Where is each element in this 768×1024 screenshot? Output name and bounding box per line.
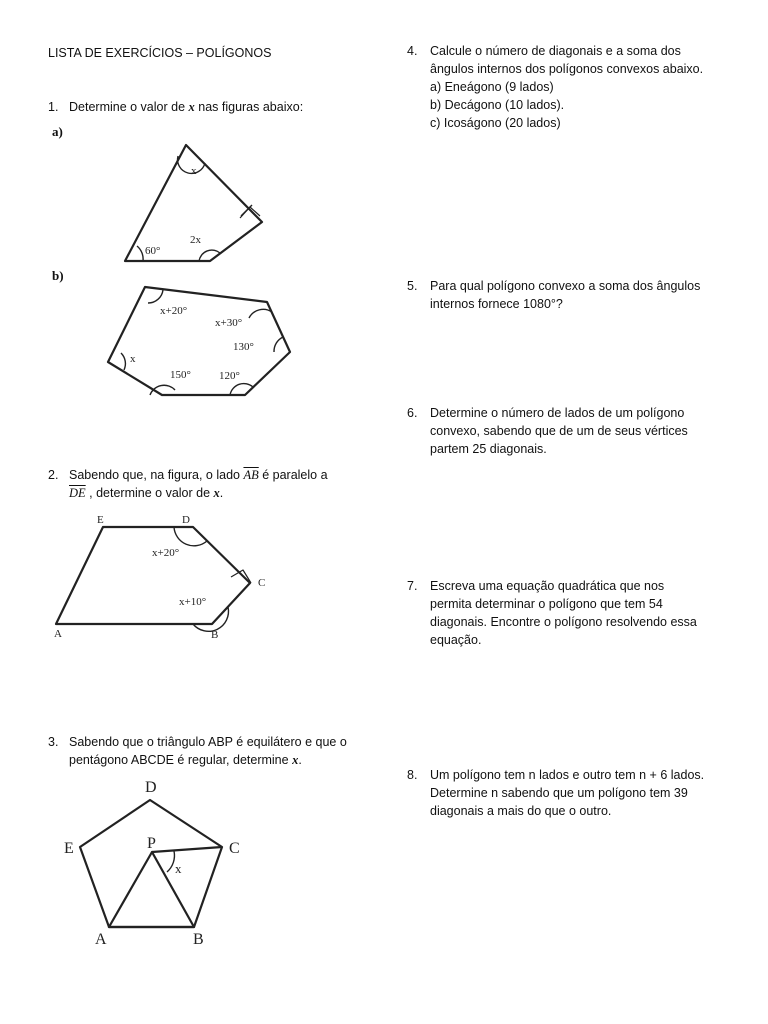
fig3-label-C: C bbox=[229, 840, 240, 857]
fig1a-left-arc bbox=[137, 246, 143, 261]
q8-number: 8. bbox=[407, 768, 418, 782]
q2-line2 bbox=[69, 484, 223, 502]
q4-line-0: Calcule o número de diagonais e a soma dos bbox=[430, 44, 681, 58]
q2-line1-before: Sabendo que, na figura, o lado bbox=[69, 468, 244, 482]
q3-var: x bbox=[292, 753, 299, 767]
q5-line-0: Para qual polígono convexo a soma dos ângulos bbox=[430, 279, 701, 293]
fig2-label-B: B bbox=[211, 629, 219, 641]
q2-seg-de: $\overline{DE}$ bbox=[69, 486, 86, 500]
q4-line-2: a) Eneágono (9 lados) bbox=[430, 80, 554, 94]
fig2-pentagon bbox=[56, 527, 250, 624]
fig3-label-P: P bbox=[147, 835, 156, 852]
fig1b-hexagon bbox=[108, 287, 290, 395]
q4-number: 4. bbox=[407, 44, 418, 58]
q2-var: x bbox=[213, 486, 220, 500]
q6-line-1: convexo, sabendo que de um de seus vértices bbox=[430, 424, 688, 438]
fig2-label-D: D bbox=[182, 514, 190, 526]
q8-line-1: Determine n sabendo que um polígono tem 39 bbox=[430, 786, 688, 800]
fig2-label-A: A bbox=[54, 628, 62, 640]
fig1b-arc1 bbox=[148, 290, 163, 303]
q5-line-1: internos fornece 1080°? bbox=[430, 297, 563, 311]
q1-sub-b: b) bbox=[52, 268, 64, 283]
fig1b-label-2: x+30° bbox=[215, 317, 243, 329]
q1-var: x bbox=[188, 100, 195, 114]
q5-number: 5. bbox=[407, 279, 418, 293]
q7-line-1: permita determinar o polígono que tem 54 bbox=[430, 597, 663, 611]
fig1b-label-3: 130° bbox=[233, 341, 254, 353]
fig3-angle-arc bbox=[167, 851, 174, 872]
fig1a-label-x: x bbox=[191, 165, 197, 177]
q2-line2-end: . bbox=[219, 486, 224, 500]
fig3-label-E: E bbox=[64, 840, 74, 857]
fig1b-arc3 bbox=[274, 337, 283, 352]
q3-line1: Sabendo que o triângulo ABP é equilátero e que o bbox=[69, 735, 347, 749]
q1-text-after: nas figuras abaixo: bbox=[194, 100, 304, 114]
fig1b-label-1: x+20° bbox=[160, 305, 188, 317]
q7-line-2: diagonais. Encontre o polígono resolvendo essa bbox=[430, 615, 697, 629]
fig3-pc-line bbox=[152, 847, 222, 852]
q8-line-0: Um polígono tem n lados e outro tem n + 6 lados. bbox=[430, 768, 705, 782]
fig3-label-x: x bbox=[175, 861, 182, 876]
q7-line-0: Escreva uma equação quadrática que nos bbox=[430, 579, 665, 593]
fig1b-arc2 bbox=[249, 309, 272, 318]
q2-seg-ab: $\overline{AB}$ bbox=[243, 468, 259, 482]
q3-line2 bbox=[69, 751, 302, 769]
q2-line2-mid: , determine o valor de bbox=[85, 486, 214, 500]
q1-sub-a: a) bbox=[52, 124, 63, 139]
fig3-label-A: A bbox=[95, 931, 107, 948]
q4-line-4: c) Icoságono (20 lados) bbox=[430, 116, 561, 130]
q6-line-2: partem 25 diagonais. bbox=[430, 442, 547, 456]
fig1b-label-6: 120° bbox=[219, 370, 240, 382]
fig1b-label-5: 150° bbox=[170, 369, 191, 381]
q6-line-0: Determine o número de lados de um polígono bbox=[430, 406, 685, 420]
q4-line-3: b) Decágono (10 lados). bbox=[430, 98, 565, 112]
q4-line-1: ângulos internos dos polígonos convexos abaixo. bbox=[430, 62, 704, 76]
q1-number: 1. bbox=[48, 100, 59, 114]
page-title: LISTA DE EXERCÍCIOS – POLÍGONOS bbox=[48, 46, 272, 60]
q3-line2-before: pentágono ABCDE é regular, determine bbox=[69, 753, 293, 767]
fig3-label-B: B bbox=[193, 931, 204, 948]
q7-number: 7. bbox=[407, 579, 418, 593]
fig1b-arc4 bbox=[121, 353, 125, 370]
fig3-label-D: D bbox=[145, 779, 157, 796]
fig2-label-ang2: x+10° bbox=[179, 596, 207, 608]
q3-number: 3. bbox=[48, 735, 59, 749]
fig1a-label-60: 60° bbox=[145, 245, 161, 257]
q6-number: 6. bbox=[407, 406, 418, 420]
fig2-label-ang1: x+20° bbox=[152, 547, 180, 559]
q2-number: 2. bbox=[48, 468, 59, 482]
q2-line1 bbox=[69, 466, 328, 484]
fig1b-label-4: x bbox=[130, 353, 136, 365]
fig2-label-C: C bbox=[258, 577, 266, 589]
q7-line-3: equação. bbox=[430, 633, 482, 647]
q1-text-before: Determine o valor de bbox=[69, 100, 189, 114]
q2-line1-after: é paralelo a bbox=[258, 468, 328, 482]
fig2-label-E: E bbox=[97, 514, 104, 526]
q8-line-2: diagonais a mais do que o outro. bbox=[430, 804, 612, 818]
fig1a-label-2x: 2x bbox=[190, 234, 201, 246]
fig3-pentagon bbox=[80, 800, 222, 927]
fig1b-arc5 bbox=[150, 385, 175, 395]
q3-line2-end: . bbox=[298, 753, 302, 767]
